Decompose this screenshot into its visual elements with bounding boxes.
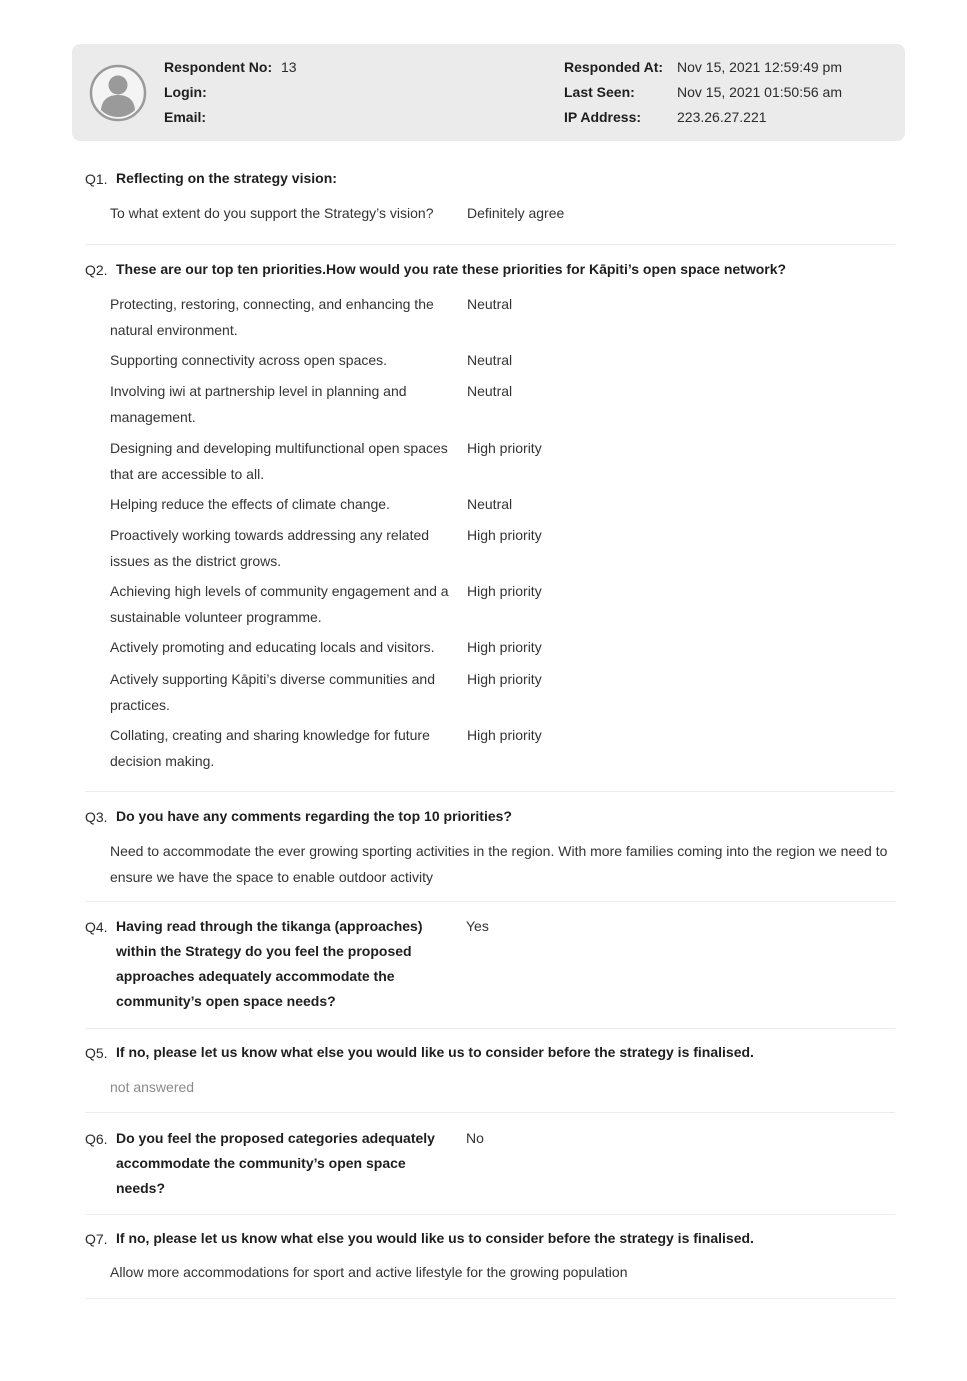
divider [85,1214,895,1215]
priority-label: Actively promoting and educating locals and visitors. [110,639,435,655]
answer-value: Definitely agree [467,205,565,221]
question-number: Q1. [85,171,108,187]
question-title: Do you have any comments regarding the top 10 priorities? [116,808,512,824]
ip-address-value: 223.26.27.221 [677,109,767,125]
priority-rating: Neutral [467,296,513,312]
answer-text: Allow more accommodations for sport and active lifestyle for the growing population [110,1264,628,1280]
email-label: Email: [164,109,207,125]
priority-label: Designing and developing multifunctional open spaces that are accessible to all. [110,440,448,482]
last-seen-value: Nov 15, 2021 01:50:56 am [677,84,843,100]
question-title: If no, please let us know what else you would like us to consider before the strategy is finalised. [116,1044,754,1060]
question-number: Q2. [85,262,108,278]
answer-label: To what extent do you support the Strategy’s vision? [110,205,434,221]
priority-label: Supporting connectivity across open spaces. [110,352,388,368]
priority-rating: High priority [467,639,542,655]
divider [85,1112,895,1113]
answer-value: Yes [466,918,489,934]
respondent-no-label: Respondent No: [164,59,273,75]
priority-rating: High priority [467,671,542,687]
responded-at-value: Nov 15, 2021 12:59:49 pm [677,59,843,75]
login-label: Login: [164,84,207,100]
question-title: Do you feel the proposed categories adequately accommodate the community’s open space needs? [116,1130,435,1196]
divider [85,1298,895,1299]
responded-at-label: Responded At: [564,59,664,75]
priority-label: Helping reduce the effects of climate change. [110,496,390,512]
respondent-header [72,44,905,141]
divider [85,244,895,245]
question-number: Q6. [85,1131,108,1147]
question-number: Q4. [85,919,108,935]
priority-rating: Neutral [467,496,513,512]
divider [85,791,895,792]
ip-address-label: IP Address: [564,109,642,125]
not-answered-text: not answered [110,1079,195,1095]
question-number: Q5. [85,1045,108,1061]
user-avatar-icon [89,64,147,122]
priority-rating: Neutral [467,352,513,368]
priority-rating: High priority [467,727,542,743]
priority-rating: High priority [467,527,542,543]
respondent-no-value: 13 [281,59,297,75]
priority-rating: High priority [467,440,542,456]
priority-label: Protecting, restoring, connecting, and enhancing the natural environment. [110,296,434,338]
priority-rating: Neutral [467,383,513,399]
question-number: Q7. [85,1231,108,1247]
priority-label: Proactively working towards addressing any related issues as the district grows. [110,527,430,569]
question-title: Having read through the tikanga (approaches) within the Strategy do you feel the proposed approaches adequately accommodate the community’s open space needs? [116,918,423,1009]
priority-label: Collating, creating and sharing knowledge for future decision making. [110,727,430,769]
question-title: These are our top ten priorities.How would you rate these priorities for Kāpiti’s open space network? [116,261,787,277]
question-title: Reflecting on the strategy vision: [116,170,337,186]
last-seen-label: Last Seen: [564,84,635,100]
priority-label: Actively supporting Kāpiti’s diverse communities and practices. [110,671,436,713]
priority-rating: High priority [467,583,542,599]
question-title: If no, please let us know what else you would like us to consider before the strategy is finalised. [116,1230,754,1246]
divider [85,901,895,902]
priority-label: Involving iwi at partnership level in planning and management. [110,383,407,425]
question-number: Q3. [85,809,108,825]
divider [85,1028,895,1029]
answer-text: Need to accommodate the ever growing sporting activities in the region. With more families coming into the region we need to ensure we have the space to enable outdoor activity [110,843,888,885]
priority-label: Achieving high levels of community engagement and a sustainable volunteer programme. [110,583,449,625]
answer-value: No [466,1130,484,1146]
